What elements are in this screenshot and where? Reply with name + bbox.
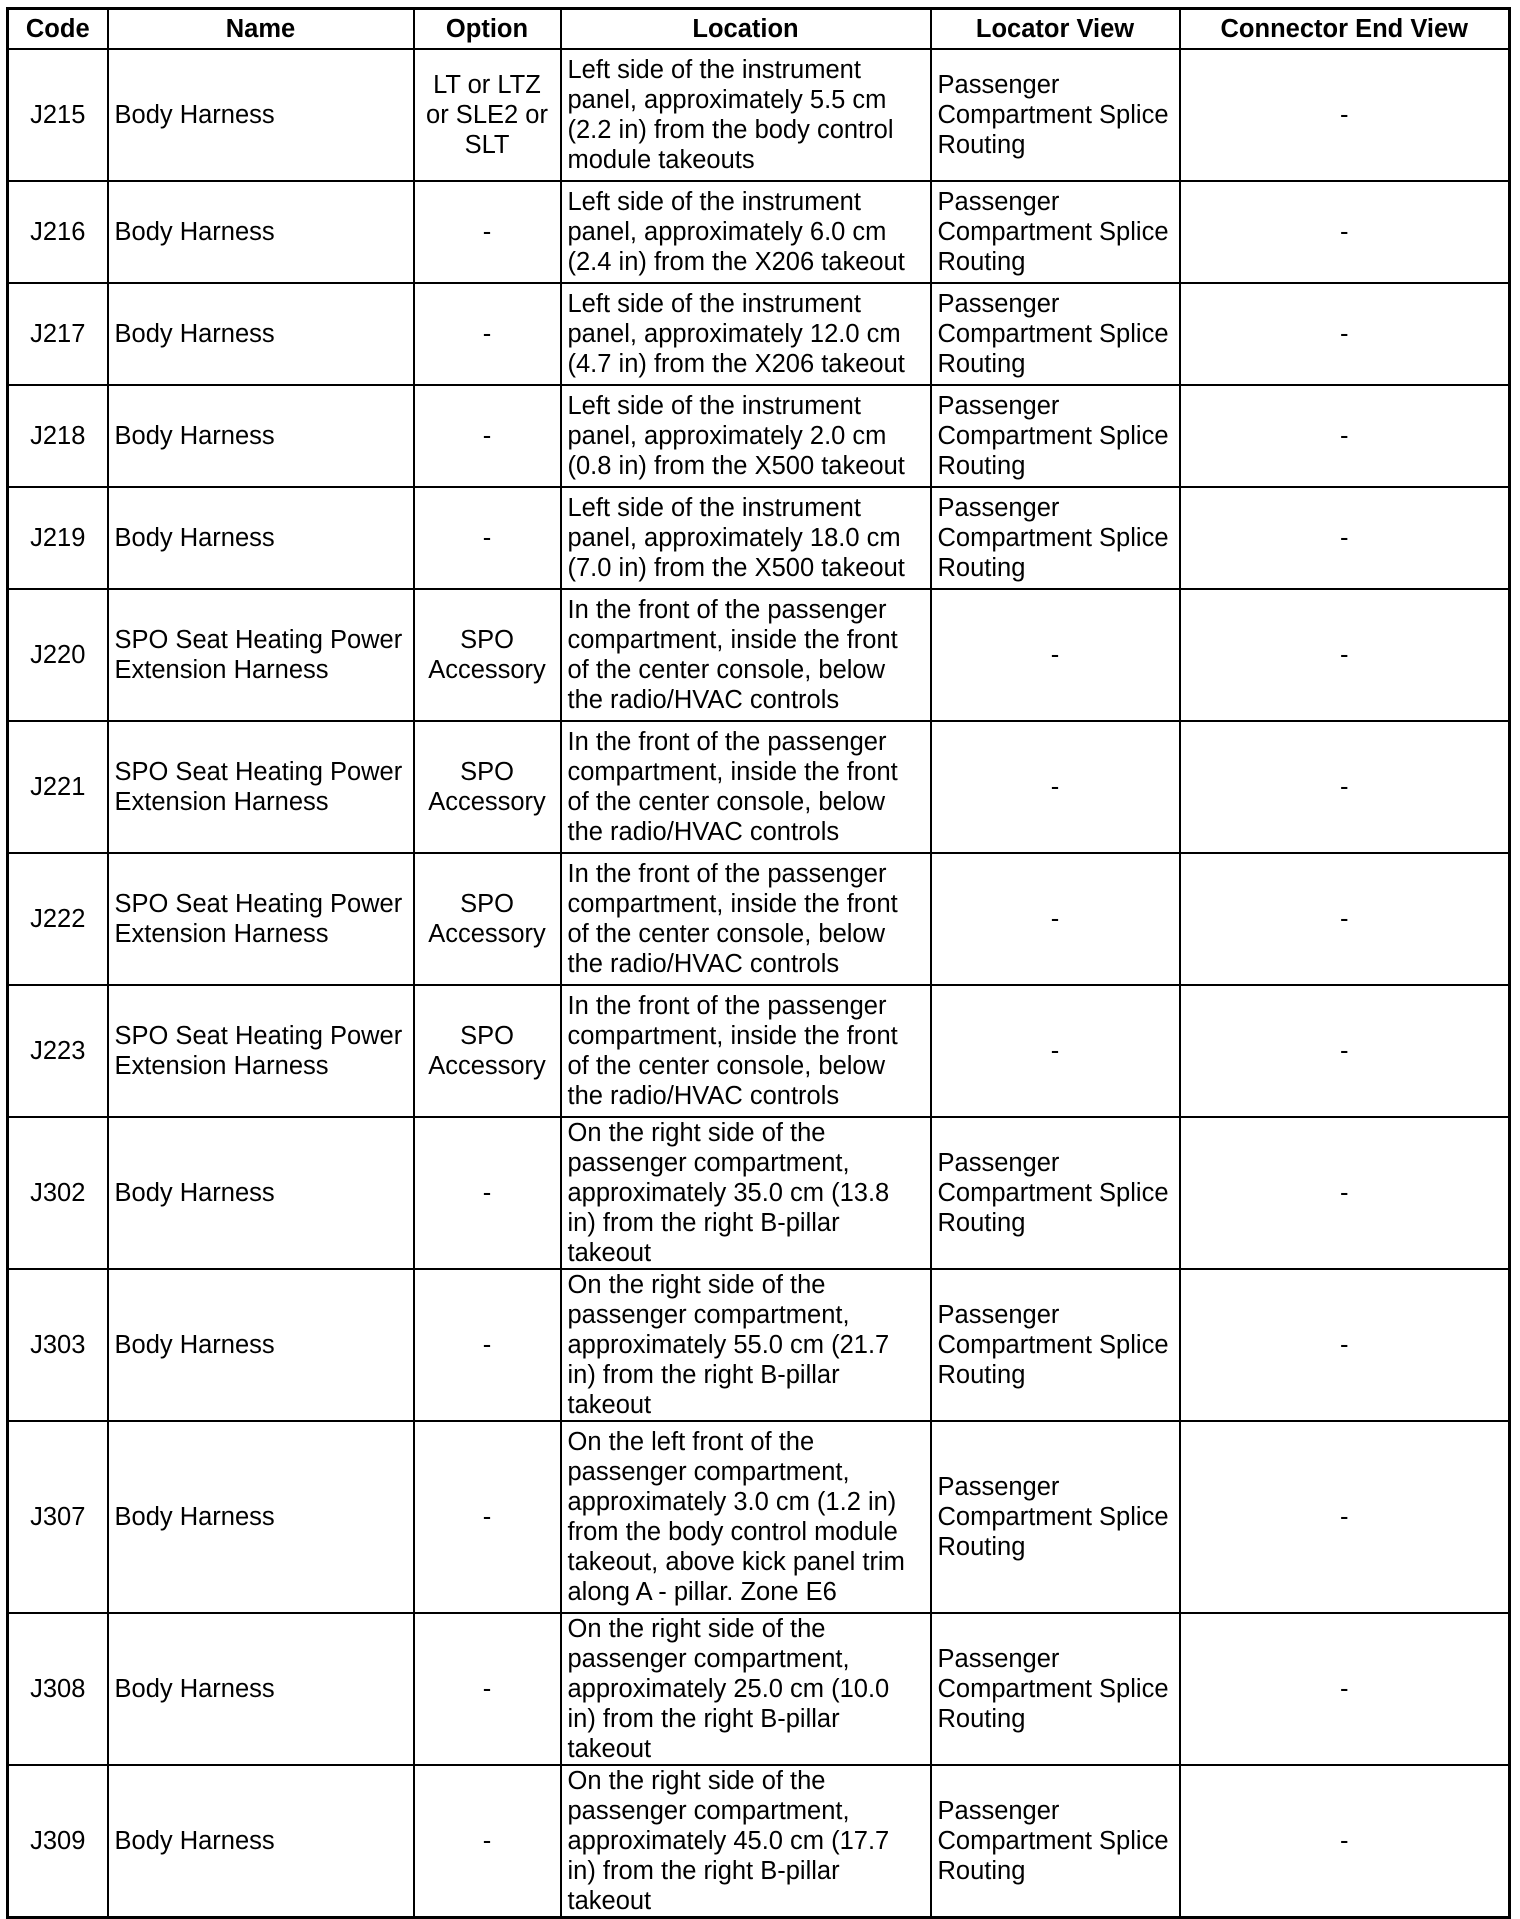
option-cell: - xyxy=(414,1117,561,1269)
option-cell: SPO Accessory xyxy=(414,853,561,985)
location-cell: Left side of the instrument panel, approximately 18.0 cm (7.0 in) from the X500 takeout xyxy=(561,487,931,589)
name-cell: SPO Seat Heating Power Extension Harness xyxy=(108,985,414,1117)
option-cell: SPO Accessory xyxy=(414,721,561,853)
locator-view-cell: Passenger Compartment Splice Routing xyxy=(931,487,1180,589)
option-cell: - xyxy=(414,1421,561,1613)
table-row xyxy=(8,853,1510,985)
name-cell: Body Harness xyxy=(108,1117,414,1269)
table-row xyxy=(8,721,1510,853)
location-cell: Left side of the instrument panel, approximately 5.5 cm (2.2 in) from the body control module takeouts xyxy=(561,49,931,181)
header-location: Location xyxy=(561,9,931,49)
locator-view-cell: Passenger Compartment Splice Routing xyxy=(931,385,1180,487)
location-cell: In the front of the passenger compartment, inside the front of the center console, below the radio/HVAC controls xyxy=(561,589,931,721)
table-row xyxy=(8,589,1510,721)
name-cell: SPO Seat Heating Power Extension Harness xyxy=(108,589,414,721)
locator-view-cell: Passenger Compartment Splice Routing xyxy=(931,283,1180,385)
location-cell: In the front of the passenger compartment, inside the front of the center console, below the radio/HVAC controls xyxy=(561,853,931,985)
locator-view-cell: Passenger Compartment Splice Routing xyxy=(931,1421,1180,1613)
name-cell: Body Harness xyxy=(108,49,414,181)
code-cell: J221 xyxy=(8,721,108,853)
table-row xyxy=(8,487,1510,589)
location-cell: On the right side of the passenger compartment, approximately 25.0 cm (10.0 in) from the right B-pillar takeout xyxy=(561,1613,931,1765)
code-cell: J223 xyxy=(8,985,108,1117)
locator-view-cell: - xyxy=(931,985,1180,1117)
code-cell: J309 xyxy=(8,1765,108,1918)
table-row xyxy=(8,1765,1510,1918)
table-row xyxy=(8,1613,1510,1765)
connector-end-view-cell: - xyxy=(1180,1269,1510,1421)
header-code: Code xyxy=(8,9,108,49)
code-cell: J219 xyxy=(8,487,108,589)
name-cell: Body Harness xyxy=(108,487,414,589)
table-row xyxy=(8,1421,1510,1613)
connector-end-view-cell: - xyxy=(1180,721,1510,853)
locator-view-cell: - xyxy=(931,721,1180,853)
code-cell: J303 xyxy=(8,1269,108,1421)
header-connector-end-view: Connector End View xyxy=(1180,9,1510,49)
option-cell: SPO Accessory xyxy=(414,589,561,721)
connector-end-view-cell: - xyxy=(1180,283,1510,385)
connector-end-view-cell: - xyxy=(1180,181,1510,283)
locator-view-cell: Passenger Compartment Splice Routing xyxy=(931,1613,1180,1765)
connector-end-view-cell: - xyxy=(1180,1117,1510,1269)
locator-view-cell: Passenger Compartment Splice Routing xyxy=(931,181,1180,283)
location-cell: In the front of the passenger compartment, inside the front of the center console, below the radio/HVAC controls xyxy=(561,985,931,1117)
header-name: Name xyxy=(108,9,414,49)
table-header xyxy=(8,9,1510,49)
code-cell: J302 xyxy=(8,1117,108,1269)
name-cell: SPO Seat Heating Power Extension Harness xyxy=(108,721,414,853)
table-row xyxy=(8,49,1510,181)
table-row xyxy=(8,283,1510,385)
option-cell: LT or LTZ or SLE2 or SLT xyxy=(414,49,561,181)
header-locator-view: Locator View xyxy=(931,9,1180,49)
connector-end-view-cell: - xyxy=(1180,1613,1510,1765)
table-row xyxy=(8,1117,1510,1269)
table-row xyxy=(8,385,1510,487)
name-cell: Body Harness xyxy=(108,1613,414,1765)
location-cell: Left side of the instrument panel, approximately 6.0 cm (2.4 in) from the X206 takeout xyxy=(561,181,931,283)
location-cell: Left side of the instrument panel, approximately 12.0 cm (4.7 in) from the X206 takeout xyxy=(561,283,931,385)
locator-view-cell: Passenger Compartment Splice Routing xyxy=(931,49,1180,181)
location-cell: On the right side of the passenger compartment, approximately 55.0 cm (21.7 in) from the right B-pillar takeout xyxy=(561,1269,931,1421)
option-cell: SPO Accessory xyxy=(414,985,561,1117)
name-cell: Body Harness xyxy=(108,385,414,487)
location-cell: Left side of the instrument panel, approximately 2.0 cm (0.8 in) from the X500 takeout xyxy=(561,385,931,487)
locator-view-cell: Passenger Compartment Splice Routing xyxy=(931,1117,1180,1269)
code-cell: J215 xyxy=(8,49,108,181)
option-cell: - xyxy=(414,487,561,589)
splice-table xyxy=(6,7,1511,1919)
name-cell: SPO Seat Heating Power Extension Harness xyxy=(108,853,414,985)
location-cell: On the left front of the passenger compartment, approximately 3.0 cm (1.2 in) from the body control module takeout, above kick panel trim along A - pillar. Zone E6 xyxy=(561,1421,931,1613)
locator-view-cell: Passenger Compartment Splice Routing xyxy=(931,1269,1180,1421)
location-cell: On the right side of the passenger compartment, approximately 35.0 cm (13.8 in) from the right B-pillar takeout xyxy=(561,1117,931,1269)
locator-view-cell: - xyxy=(931,589,1180,721)
connector-end-view-cell: - xyxy=(1180,1421,1510,1613)
table-row xyxy=(8,1269,1510,1421)
connector-end-view-cell: - xyxy=(1180,589,1510,721)
option-cell: - xyxy=(414,1613,561,1765)
table-body xyxy=(8,49,1510,1918)
code-cell: J307 xyxy=(8,1421,108,1613)
header-row xyxy=(8,9,1510,49)
location-cell: On the right side of the passenger compartment, approximately 45.0 cm (17.7 in) from the right B-pillar takeout xyxy=(561,1765,931,1918)
code-cell: J220 xyxy=(8,589,108,721)
splice-document xyxy=(6,7,1511,1919)
locator-view-cell: - xyxy=(931,853,1180,985)
option-cell: - xyxy=(414,1269,561,1421)
header-option: Option xyxy=(414,9,561,49)
connector-end-view-cell: - xyxy=(1180,487,1510,589)
table-row xyxy=(8,985,1510,1117)
code-cell: J218 xyxy=(8,385,108,487)
connector-end-view-cell: - xyxy=(1180,385,1510,487)
connector-end-view-cell: - xyxy=(1180,49,1510,181)
option-cell: - xyxy=(414,1765,561,1918)
option-cell: - xyxy=(414,385,561,487)
location-cell: In the front of the passenger compartment, inside the front of the center console, below the radio/HVAC controls xyxy=(561,721,931,853)
connector-end-view-cell: - xyxy=(1180,853,1510,985)
connector-end-view-cell: - xyxy=(1180,1765,1510,1918)
name-cell: Body Harness xyxy=(108,1269,414,1421)
connector-end-view-cell: - xyxy=(1180,985,1510,1117)
code-cell: J217 xyxy=(8,283,108,385)
name-cell: Body Harness xyxy=(108,1421,414,1613)
code-cell: J308 xyxy=(8,1613,108,1765)
option-cell: - xyxy=(414,283,561,385)
code-cell: J216 xyxy=(8,181,108,283)
locator-view-cell: Passenger Compartment Splice Routing xyxy=(931,1765,1180,1918)
table-row xyxy=(8,181,1510,283)
code-cell: J222 xyxy=(8,853,108,985)
option-cell: - xyxy=(414,181,561,283)
name-cell: Body Harness xyxy=(108,283,414,385)
name-cell: Body Harness xyxy=(108,1765,414,1918)
name-cell: Body Harness xyxy=(108,181,414,283)
